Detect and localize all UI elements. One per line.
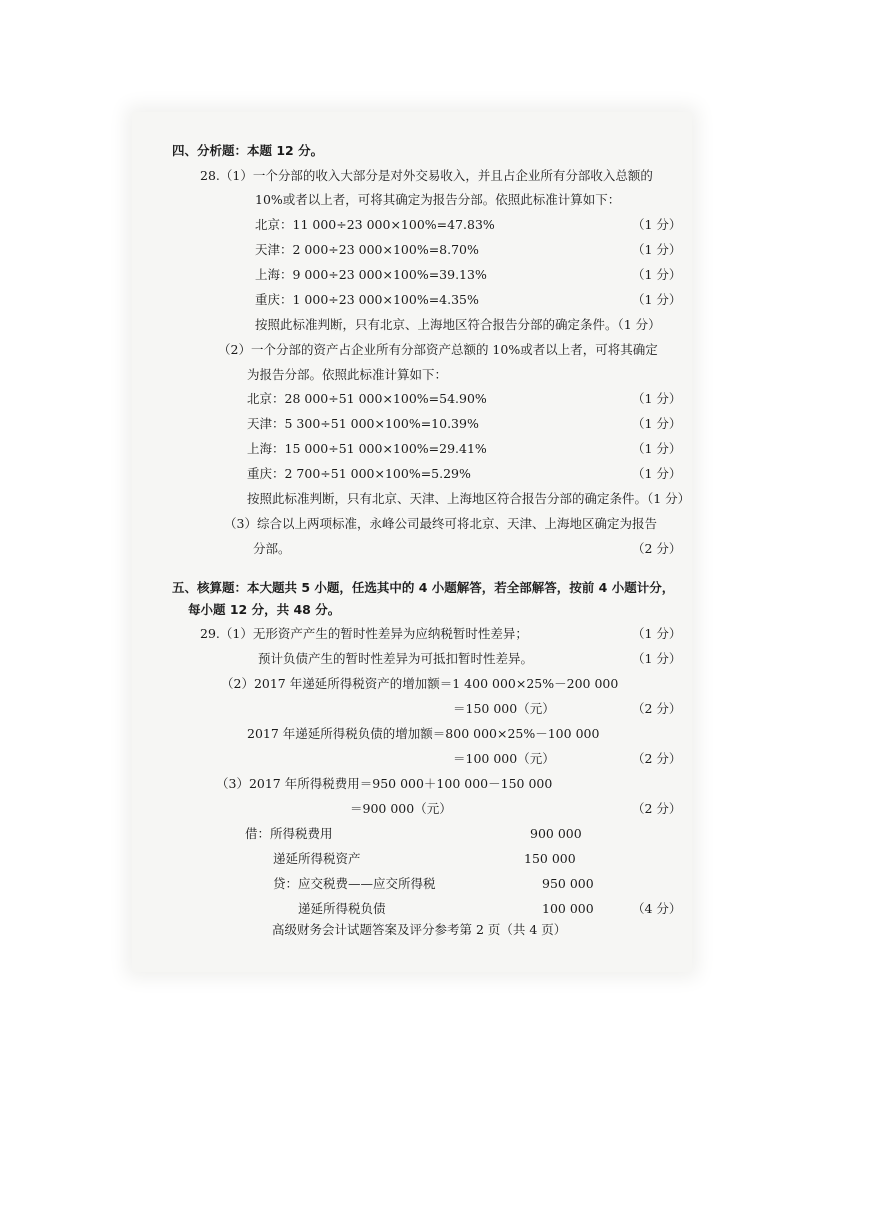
part2-row-beijing: 北京：28 000÷51 000×100%=54.90% — [247, 391, 487, 406]
part2-conclusion: 按照此标准判断，只有北京、天津、上海地区符合报告分部的确定条件。（1 分） — [247, 491, 691, 506]
part1-row-shanghai: 上海：9 000÷23 000×100%=39.13% — [255, 267, 487, 282]
part2-intro-line-2: 为报告分部。依照此标准计算如下： — [247, 367, 448, 382]
journal-credit-tax-payable-amount: 950 000 — [542, 876, 594, 891]
part2-intro-line-1: （2）一个分部的资产占企业所有分部资产总额的 10%或者以上者，可将其确定 — [218, 342, 658, 357]
section-5-heading-2: 每小题 12 分，共 48 分。 — [188, 602, 341, 617]
part1-row-tianjin-score: （1 分） — [632, 242, 682, 257]
part2-row-tianjin: 天津：5 300÷51 000×100%=10.39% — [247, 416, 479, 431]
q29-1b: 预计负债产生的暂时性差异为可抵扣暂时性差异。 — [258, 651, 534, 666]
q29-1a-score: （1 分） — [632, 626, 682, 641]
q29-3-result: ＝900 000（元） — [350, 801, 452, 816]
journal-credit-deferred-tax-liability: 递延所得税负债 — [298, 901, 386, 916]
q29-1a: 29.（1）无形资产产生的暂时性差异为应纳税暂时性差异； — [200, 626, 528, 641]
part1-row-chongqing: 重庆：1 000÷23 000×100%=4.35% — [255, 292, 479, 307]
q29-3: （3）2017 年所得税费用＝950 000＋100 000－150 000 — [216, 776, 553, 791]
answer-sheet — [132, 112, 692, 972]
q28-intro-line-2: 10%或者以上者，可将其确定为报告分部。依照此标准计算如下： — [255, 192, 621, 207]
q29-2a-score: （2 分） — [632, 701, 682, 716]
part1-row-beijing: 北京：11 000÷23 000×100%=47.83% — [255, 217, 495, 232]
q29-3-score: （2 分） — [632, 801, 682, 816]
q29-2b-result: ＝100 000（元） — [453, 751, 555, 766]
q29-1b-score: （1 分） — [632, 651, 682, 666]
journal-credit-deferred-tax-liability-amount: 100 000 — [542, 901, 594, 916]
q29-2a-result: ＝150 000（元） — [453, 701, 555, 716]
journal-debit-deferred-tax-asset-amount: 150 000 — [524, 851, 576, 866]
part2-row-chongqing-score: （1 分） — [632, 466, 682, 481]
journal-debit-income-tax-expense-amount: 900 000 — [530, 826, 582, 841]
q28-intro-line-1: 28.（1）一个分部的收入大部分是对外交易收入，并且占企业所有分部收入总额的 — [200, 168, 653, 183]
part2-row-tianjin-score: （1 分） — [632, 416, 682, 431]
q29-2b-score: （2 分） — [632, 751, 682, 766]
part1-row-beijing-score: （1 分） — [632, 217, 682, 232]
section-4-heading: 四、分析题：本题 12 分。 — [172, 143, 324, 158]
part2-row-beijing-score: （1 分） — [632, 391, 682, 406]
q29-2a: （2）2017 年递延所得税资产的增加额＝1 400 000×25%－200 000 — [221, 676, 619, 691]
part3-line-2: 分部。 — [253, 541, 291, 556]
part2-row-chongqing: 重庆：2 700÷51 000×100%=5.29% — [247, 466, 471, 481]
part1-row-shanghai-score: （1 分） — [632, 267, 682, 282]
part2-row-shanghai: 上海：15 000÷51 000×100%=29.41% — [247, 441, 487, 456]
part3-line-1: （3）综合以上两项标准，永峰公司最终可将北京、天津、上海地区确定为报告 — [224, 516, 657, 531]
journal-debit-income-tax-expense: 借：所得税费用 — [245, 826, 333, 841]
q29-2b: 2017 年递延所得税负债的增加额＝800 000×25%－100 000 — [247, 726, 600, 741]
part3-score: （2 分） — [632, 541, 682, 556]
journal-credit-tax-payable: 贷：应交税费——应交所得税 — [273, 876, 436, 891]
part1-conclusion: 按照此标准判断，只有北京、上海地区符合报告分部的确定条件。（1 分） — [255, 317, 661, 332]
journal-score: （4 分） — [632, 901, 682, 916]
section-5-heading-1: 五、核算题：本大题共 5 小题，任选其中的 4 小题解答，若全部解答，按前 4 小题计分， — [172, 580, 675, 595]
part1-row-chongqing-score: （1 分） — [632, 292, 682, 307]
page-footer: 高级财务会计试题答案及评分参考第 2 页（共 4 页） — [272, 922, 567, 937]
part2-row-shanghai-score: （1 分） — [632, 441, 682, 456]
journal-debit-deferred-tax-asset: 递延所得税资产 — [273, 851, 361, 866]
part1-row-tianjin: 天津：2 000÷23 000×100%=8.70% — [255, 242, 479, 257]
